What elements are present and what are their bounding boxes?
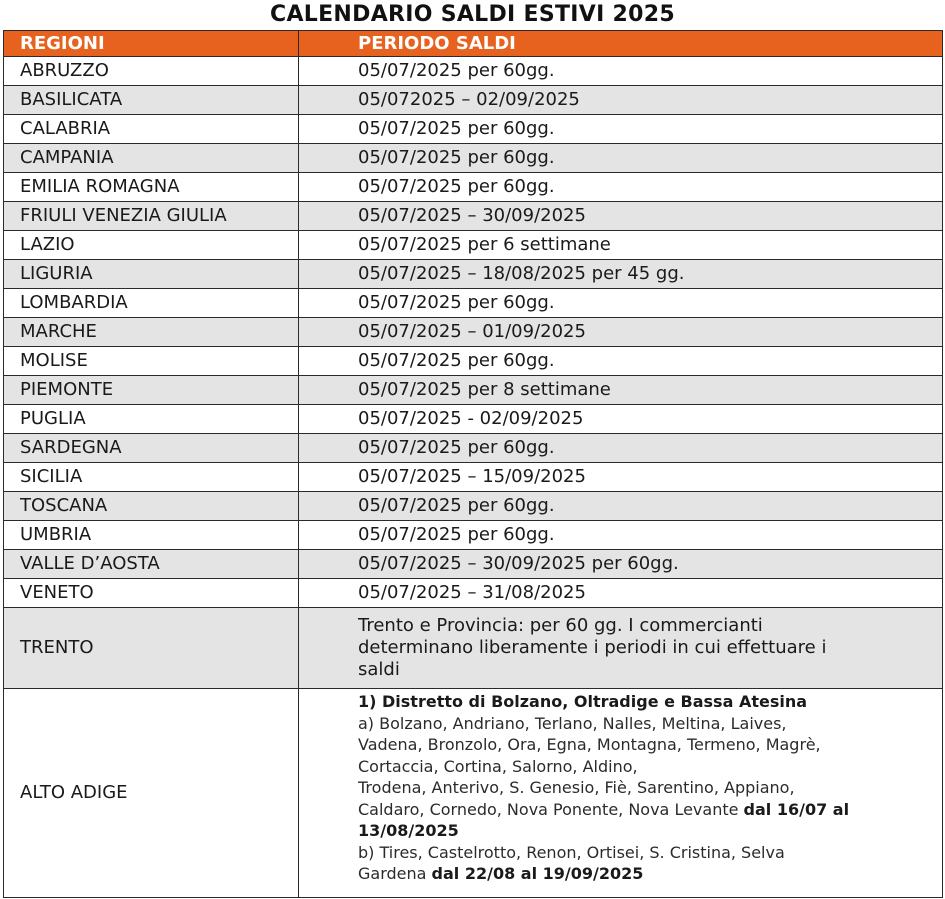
trento-note-line: determinano liberamente i periodi in cui effettuare i	[358, 637, 827, 658]
period-cell: 05/07/2025 - 02/09/2025	[299, 405, 943, 434]
table-row	[4, 57, 943, 86]
period-cell: 05/07/2025 per 60gg.	[299, 173, 943, 202]
region-cell: ALTO ADIGE	[4, 689, 299, 898]
sales-calendar-table	[3, 30, 943, 898]
table-row	[4, 492, 943, 521]
region-cell: UMBRIA	[4, 521, 299, 550]
period-cell: 05/07/2025 per 60gg.	[299, 144, 943, 173]
column-header-period: PERIODO SALDI	[299, 31, 943, 57]
region-cell: CAMPANIA	[4, 144, 299, 173]
region-cell: LAZIO	[4, 231, 299, 260]
period-cell: 05/07/2025 – 01/09/2025	[299, 318, 943, 347]
region-cell: MOLISE	[4, 347, 299, 376]
district-b-line	[358, 863, 936, 885]
district-b-line: b) Tires, Castelrotto, Renon, Ortisei, S. Cristina, Selva	[358, 842, 785, 862]
table-row	[4, 115, 943, 144]
period-cell: 05/07/2025 per 8 settimane	[299, 376, 943, 405]
period-cell: 05/07/2025 per 60gg.	[299, 289, 943, 318]
table-row	[4, 405, 943, 434]
table-row	[4, 289, 943, 318]
period-cell: 05/07/2025 per 6 settimane	[299, 231, 943, 260]
table-body	[4, 57, 943, 898]
table-row	[4, 463, 943, 492]
period-cell: 05/07/2025 – 15/09/2025	[299, 463, 943, 492]
trento-note-line: saldi	[358, 659, 400, 680]
table-row-alto-adige	[4, 689, 943, 898]
region-cell: MARCHE	[4, 318, 299, 347]
district-b-dates: dal 22/08 al 19/09/2025	[431, 864, 644, 883]
table-row	[4, 434, 943, 463]
table-row	[4, 86, 943, 115]
table-row	[4, 202, 943, 231]
region-cell: TRENTO	[4, 608, 299, 689]
table-header-row	[4, 31, 943, 57]
table-row	[4, 144, 943, 173]
table-row	[4, 521, 943, 550]
period-cell-trento	[299, 608, 943, 689]
region-cell: LOMBARDIA	[4, 289, 299, 318]
period-cell: 05/072025 – 02/09/2025	[299, 86, 943, 115]
table-row	[4, 579, 943, 608]
table-row	[4, 318, 943, 347]
period-cell: 05/07/2025 – 30/09/2025	[299, 202, 943, 231]
region-cell: EMILIA ROMAGNA	[4, 173, 299, 202]
table-row	[4, 231, 943, 260]
trento-note-line: Trento e Provincia: per 60 gg. I commercianti	[358, 615, 763, 636]
district-towns-line	[358, 799, 936, 821]
table-row-trento	[4, 608, 943, 689]
table-row	[4, 376, 943, 405]
period-cell: 05/07/2025 – 31/08/2025	[299, 579, 943, 608]
period-cell: 05/07/2025 per 60gg.	[299, 521, 943, 550]
region-cell: TOSCANA	[4, 492, 299, 521]
column-header-region: REGIONI	[4, 31, 299, 57]
period-cell: 05/07/2025 per 60gg.	[299, 115, 943, 144]
region-cell: ABRUZZO	[4, 57, 299, 86]
period-cell: 05/07/2025 per 60gg.	[299, 492, 943, 521]
region-cell: BASILICATA	[4, 86, 299, 115]
region-cell: PIEMONTE	[4, 376, 299, 405]
period-cell-alto-adige	[299, 689, 943, 898]
region-cell: PUGLIA	[4, 405, 299, 434]
region-cell: CALABRIA	[4, 115, 299, 144]
region-cell: FRIULI VENEZIA GIULIA	[4, 202, 299, 231]
period-cell: 05/07/2025 per 60gg.	[299, 57, 943, 86]
region-cell: SICILIA	[4, 463, 299, 492]
period-cell: 05/07/2025 – 30/09/2025 per 60gg.	[299, 550, 943, 579]
period-cell: 05/07/2025 – 18/08/2025 per 45 gg.	[299, 260, 943, 289]
district-towns-text: Caldaro, Cornedo, Nova Ponente, Nova Levante	[358, 799, 739, 819]
table-row	[4, 550, 943, 579]
district-towns-line: Trodena, Anterivo, S. Genesio, Fiè, Sarentino, Appiano,	[358, 778, 795, 797]
district-b-text: Gardena	[358, 864, 427, 883]
district-a-dates-end: 13/08/2025	[358, 821, 459, 840]
page-title: CALENDARIO SALDI ESTIVI 2025	[270, 2, 675, 27]
table-row	[4, 173, 943, 202]
period-cell: 05/07/2025 per 60gg.	[299, 434, 943, 463]
district-title: 1) Distretto di Bolzano, Oltradige e Bassa Atesina	[358, 692, 808, 711]
region-cell: LIGURIA	[4, 260, 299, 289]
district-towns-line: a) Bolzano, Andriano, Terlano, Nalles, Meltina, Laives,	[358, 713, 787, 733]
region-cell: VALLE D’AOSTA	[4, 550, 299, 579]
region-cell: SARDEGNA	[4, 434, 299, 463]
district-a-dates: dal 16/07 al	[743, 799, 850, 819]
table-row	[4, 347, 943, 376]
table-row	[4, 260, 943, 289]
period-cell: 05/07/2025 per 60gg.	[299, 347, 943, 376]
district-towns-line: Vadena, Bronzolo, Ora, Egna, Montagna, Termeno, Magrè,	[358, 735, 821, 754]
district-towns-line: Cortaccia, Cortina, Salorno, Aldino,	[358, 756, 638, 776]
region-cell: VENETO	[4, 579, 299, 608]
